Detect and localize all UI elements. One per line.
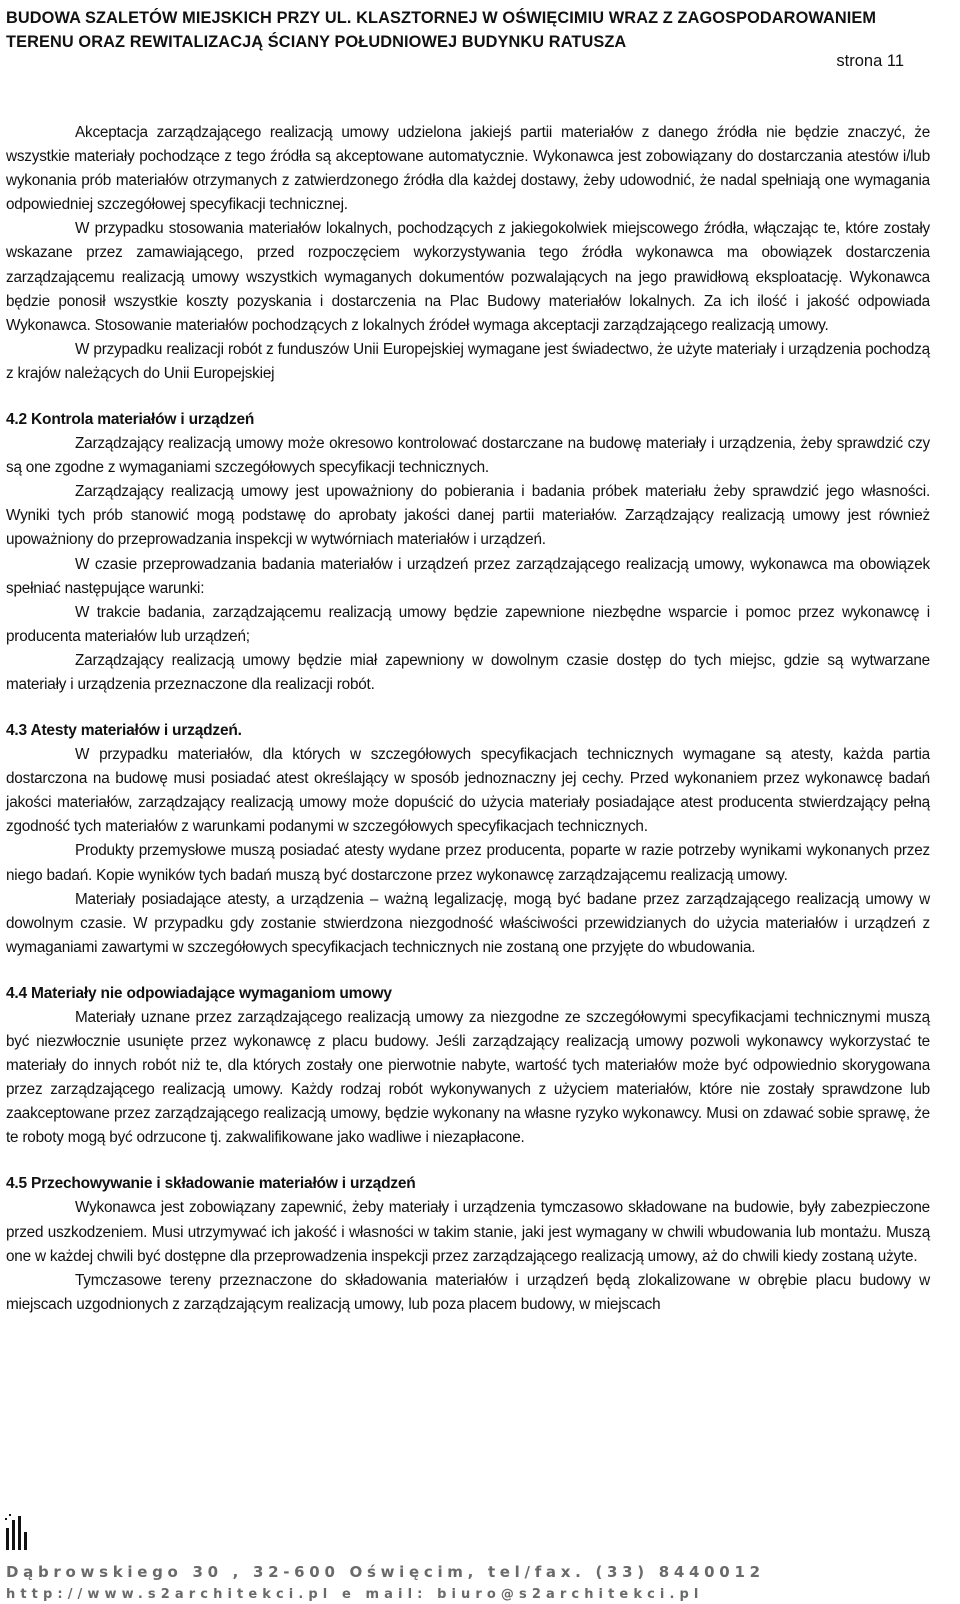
section-heading-4-3: 4.3 Atesty materiałów i urządzeń. [6,722,242,740]
paragraph: Zarządzający realizacją umowy będzie miał zapewniony w dowolnym czasie dostęp do tych miejsc, gdzie są wytwarzane materiały i urządzenia przeznaczone dla realizacji robót. [6,651,930,693]
paragraph: Zarządzający realizacją umowy jest upoważniony do pobierania i badania próbek materiału żeby sprawdzić jego własności. Wyniki tych prób stanowić mogą podstawę do aprobaty jakości danej partii materiałów. Zarządzający realizacją umowy jest również upoważniony do przeprowadzania inspekcji w wytwórniach materiałów i urządzeń. [6,483,930,549]
paragraph: Produkty przemysłowe muszą posiadać atesty wydane przez producenta, poparte w razie potrzeby wynikami wykonanych przez niego badań. Kopie wyników tych badań muszą być dostarczone przez wykonawcę zarządzającemu realizacją umowy. [6,842,930,884]
architect-logo-icon [4,1512,30,1552]
footer-contact: http://www.s2architekci.pl e mail: biuro@s2architekci.pl [6,1587,704,1602]
paragraph: W przypadku stosowania materiałów lokalnych, pochodzących z jakiegokolwiek miejscowego źródła, włączając te, które zostały wskazane przez zamawiającego, przed rozpoczęciem wykorzystywania tego źródła wykonawca ma obowiązek dostarczenia zarządzającemu realizacją umowy wszystkich wymaganych dokumentów pozwalających na jego prawidłową eksploatację. Wykonawca będzie ponosił wszystkie koszty pozyskania i dostarczenia na Plac Budowy materiałów lokalnych. Za ich ilość i jakość odpowiada Wykonawca. Stosowanie materiałów pochodzących z lokalnych źródeł wymaga akceptacji zarządzającego realizacją umowy. [6,220,930,334]
page-header [6,6,946,54]
paragraph: W przypadku materiałów, dla których w szczegółowych specyfikacjach technicznych wymagane są atesty, każda partia dostarczona na budowę musi posiadać atest określający w sposób jednoznaczny jej cechy. Przed wykonaniem przez wykonawcę badań jakości materiałów, zarządzający realizacją umowy może dopuścić do użycia materiały posiadające atest producenta stwierdzający pełną zgodność tych materiałów z warunkami podanymi w szczegółowych specyfikacjach technicznych. [6,746,930,836]
section-heading-4-4: 4.4 Materiały nie odpowiadające wymaganiom umowy [6,984,392,1002]
header-title-line-2: TERENU ORAZ REWITALIZACJĄ ŚCIANY POŁUDNIOWEJ BUDYNKU RATUSZA [6,33,627,51]
paragraph: Zarządzający realizacją umowy może okresowo kontrolować dostarczane na budowę materiały i urządzenia, żeby sprawdzić czy są one zgodne z wymaganiami szczegółowych specyfikacji technicznych. [6,435,930,477]
document-body [6,121,930,1317]
paragraph: Materiały posiadające atesty, a urządzenia – ważną legalizację, mogą być badane przez zarządzającego realizacją umowy w dowolnym czasie. W przypadku gdy zostanie stwierdzona niezgodność właściwości przewidzianych do użycia materiałów i urządzeń z wymaganiami zawartymi w szczegółowych specyfikacjach technicznych nie zostaną one przyjęte do wbudowania. [6,890,930,956]
section-heading-4-2: 4.2 Kontrola materiałów i urządzeń [6,411,255,429]
paragraph: W przypadku realizacji robót z funduszów Unii Europejskiej wymagane jest świadectwo, że użyte materiały i urządzenia pochodzą z krajów należących do Unii Europejskiej [6,340,930,382]
page-number: strona 11 [836,52,904,70]
header-title-line-1: BUDOWA SZALETÓW MIEJSKICH PRZY UL. KLASZTORNEJ W OŚWIĘCIMIU WRAZ Z ZAGOSPODAROWANIEM [6,9,877,27]
section-heading-4-5: 4.5 Przechowywanie i składowanie materiałów i urządzeń [6,1175,416,1193]
paragraph: Akceptacja zarządzającego realizacją umowy udzielona jakiejś partii materiałów z danego źródła nie będzie znaczyć, że wszystkie materiały pochodzące z tego źródła są akceptowane automatycznie. Wykonawca jest zobowiązany do dostarczania atestów i/lub wykonania prób materiałów otrzymanych z zatwierdzonego źródła dla każdej dostawy, żeby udowodnić, że nadal spełniają one wymagania odpowiedniej szczegółowej specyfikacji technicznej. [6,124,930,214]
paragraph: Materiały uznane przez zarządzającego realizacją umowy za niezgodne ze szczegółowymi specyfikacjami technicznymi muszą być niezwłocznie usunięte przez wykonawcę z placu budowy. Jeśli zarządzający realizacją umowy pozwoli wykonawcy wykorzystać te materiały do innych robót niż te, dla których zostały one pierwotnie nabyte, wartość tych materiałów może być odpowiednio skorygowana przez zarządzającego realizacją umowy. Każdy rodzaj robót wykonywanych z użyciem materiałów, które nie zostały sprawdzone lub zaakceptowane przez zarządzającego realizacją umowy, będzie wykonany na własne ryzyko wykonawcy. Musi on zdawać sobie sprawę, że te roboty mogą być odrzucone tj. zakwalifikowane jako wadliwe i niezapłacone. [6,1008,930,1147]
paragraph: Wykonawca jest zobowiązany zapewnić, żeby materiały i urządzenia tymczasowo składowane na budowie, były zabezpieczone przed uszkodzeniem. Musi utrzymywać ich jakość i własności w takim stanie, jaki jest wymagany w chwili wbudowania lub montażu. Muszą one w każdej chwili być dostępne dla przeprowadzenia inspekcji przez zarządzającego realizacją umowy, aż do chwili kiedy zostaną użyte. [6,1199,930,1265]
paragraph: Tymczasowe tereny przeznaczone do składowania materiałów i urządzeń będą zlokalizowane w obrębie placu budowy w miejscach uzgodnionych z zarządzającym realizacją umowy, lub poza placem budowy, w miejscach [6,1271,930,1313]
paragraph: W czasie przeprowadzania badania materiałów i urządzeń przez zarządzającego realizacją umowy, wykonawca ma obowiązek spełniać następujące warunki: [6,555,930,597]
footer-address: Dąbrowskiego 30 , 32-600 Oświęcim, tel/fax. (33) 8440012 [6,1563,765,1581]
paragraph: W trakcie badania, zarządzającemu realizacją umowy będzie zapewnione niezbędne wsparcie i pomoc przez wykonawcę i producenta materiałów lub urządzeń; [6,603,930,645]
